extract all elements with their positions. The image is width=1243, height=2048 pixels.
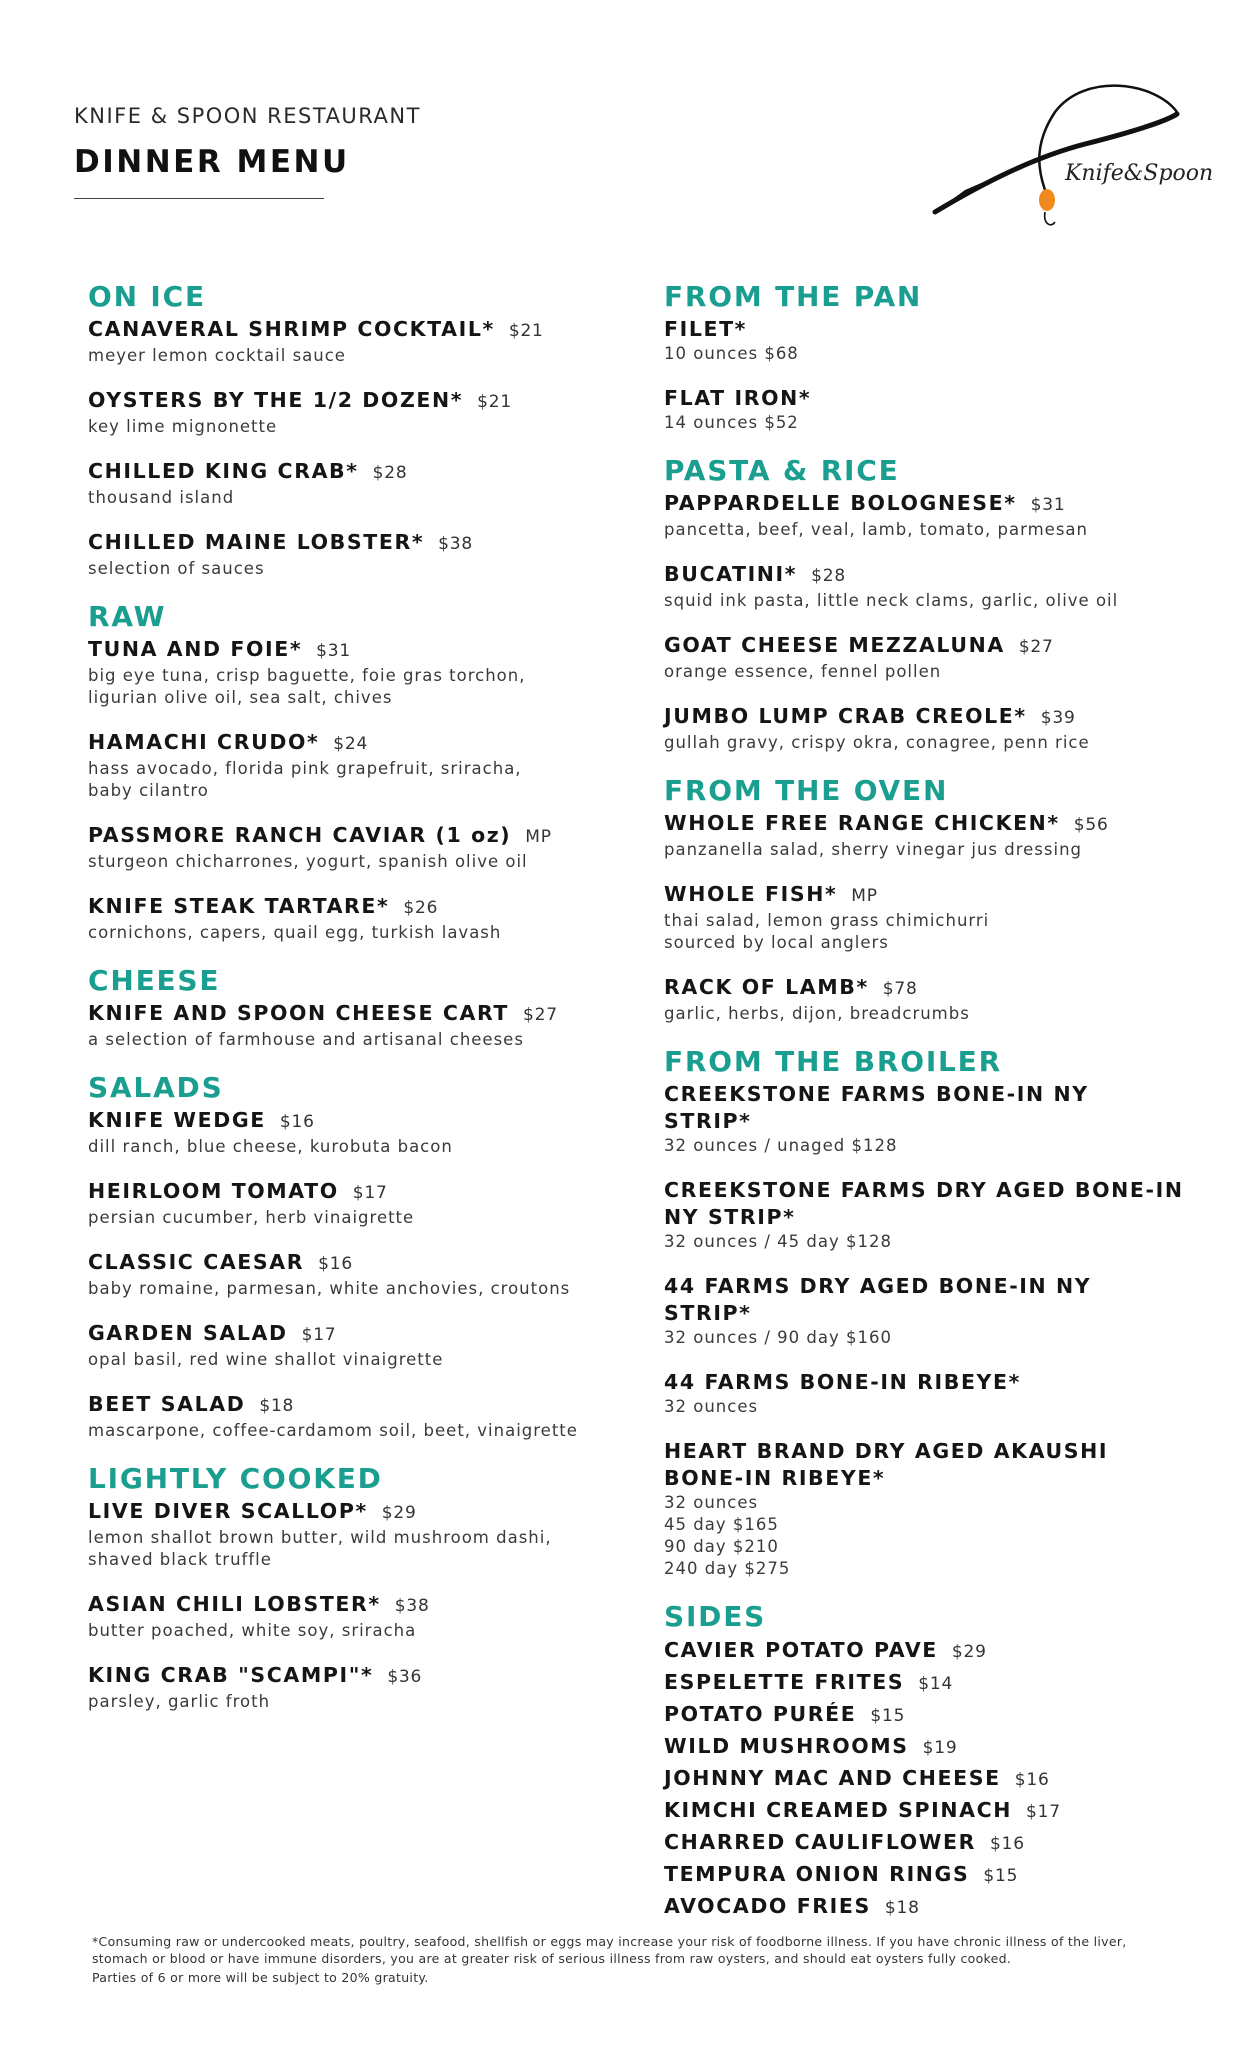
section-title: SALADS bbox=[88, 1071, 224, 1104]
item-description: baby romaine, parmesan, white anchovies, croutons bbox=[88, 1279, 571, 1298]
item-description: big eye tuna, crisp baguette, foie gras torchon, bbox=[88, 666, 526, 685]
item-description: baby cilantro bbox=[88, 781, 209, 800]
menu-item bbox=[664, 1796, 1184, 1826]
menu-section bbox=[88, 1071, 648, 1442]
item-name: CREEKSTONE FARMS DRY AGED BONE-IN NY STRIP* bbox=[664, 1178, 1184, 1229]
item-price: $31 bbox=[316, 641, 352, 661]
item-price: $27 bbox=[523, 1005, 558, 1025]
item-name: KIMCHI CREAMED SPINACH bbox=[664, 1798, 1012, 1822]
menu-item bbox=[88, 1498, 648, 1571]
menu-item bbox=[88, 1249, 648, 1300]
item-description: meyer lemon cocktail sauce bbox=[88, 346, 346, 365]
menu-section bbox=[88, 600, 648, 944]
item-name: PASSMORE RANCH CAVIAR (1 oz) bbox=[88, 823, 512, 847]
menu-column-right bbox=[664, 280, 1184, 1942]
item-price: MP bbox=[851, 886, 878, 906]
section-title: ON ICE bbox=[88, 280, 206, 313]
item-description: sturgeon chicharrones, yogurt, spanish olive oil bbox=[88, 852, 528, 871]
menu-section bbox=[664, 454, 1184, 754]
menu-item bbox=[664, 703, 1184, 754]
menu-section bbox=[88, 280, 648, 580]
menu-item bbox=[88, 729, 648, 802]
item-name: CHILLED KING CRAB* bbox=[88, 459, 359, 483]
menu-item bbox=[664, 1369, 1184, 1418]
item-price: $27 bbox=[1018, 637, 1054, 657]
item-name: HEIRLOOM TOMATO bbox=[88, 1179, 339, 1203]
item-description: 90 day $210 bbox=[664, 1537, 779, 1556]
item-description: 32 ounces / 90 day $160 bbox=[664, 1328, 892, 1347]
item-price: $36 bbox=[387, 1667, 423, 1687]
item-name: PAPPARDELLE BOLOGNESE* bbox=[664, 491, 1017, 515]
item-price: $28 bbox=[811, 566, 846, 586]
item-description: sourced by local anglers bbox=[664, 933, 889, 952]
menu-item bbox=[664, 881, 1184, 954]
knife-and-spoon-logo bbox=[925, 72, 1214, 232]
gratuity-note: Parties of 6 or more will be subject to 20% gratuity. bbox=[92, 1970, 429, 1985]
item-description: dill ranch, blue cheese, kurobuta bacon bbox=[88, 1137, 453, 1156]
item-name: HAMACHI CRUDO* bbox=[88, 730, 320, 754]
item-description: selection of sauces bbox=[88, 559, 265, 578]
menu-item bbox=[88, 1591, 648, 1642]
logo-text: Knife&Spoon bbox=[1065, 161, 1214, 186]
menu-header bbox=[74, 104, 421, 180]
item-description: ligurian olive oil, sea salt, chives bbox=[88, 688, 393, 707]
menu-item bbox=[664, 385, 1184, 434]
item-name: JOHNNY MAC AND CHEESE bbox=[664, 1766, 1001, 1790]
menu-item bbox=[664, 561, 1184, 612]
item-description: butter poached, white soy, sriracha bbox=[88, 1621, 417, 1640]
item-description: gullah gravy, crispy okra, conagree, penn rice bbox=[664, 733, 1090, 752]
item-price: $38 bbox=[438, 534, 474, 554]
disclaimer-line: stomach or blood or have immune disorders, you are at greater risk of serious illness from raw oysters, and should eat oysters fully cooked. bbox=[92, 1951, 1012, 1966]
restaurant-name: KNIFE & SPOON RESTAURANT bbox=[74, 104, 421, 128]
item-description: panzanella salad, sherry vinegar jus dressing bbox=[664, 840, 1083, 859]
section-title: CHEESE bbox=[88, 964, 221, 997]
item-name: BEET SALAD bbox=[88, 1392, 246, 1416]
item-name: WHOLE FISH* bbox=[664, 882, 838, 906]
item-name: FLAT IRON* bbox=[664, 386, 812, 410]
item-price: $31 bbox=[1030, 495, 1066, 515]
item-name: KNIFE AND SPOON CHEESE CART bbox=[88, 1001, 509, 1025]
menu-section bbox=[664, 774, 1184, 1025]
item-name: ASIAN CHILI LOBSTER* bbox=[88, 1592, 381, 1616]
menu-item bbox=[88, 1178, 648, 1229]
menu-item bbox=[664, 1828, 1184, 1858]
item-description: hass avocado, florida pink grapefruit, sriracha, bbox=[88, 759, 522, 778]
item-name: CREEKSTONE FARMS BONE-IN NY STRIP* bbox=[664, 1082, 1089, 1133]
item-price: $21 bbox=[508, 321, 544, 341]
item-name: AVOCADO FRIES bbox=[664, 1894, 871, 1918]
menu-item bbox=[88, 316, 648, 367]
menu-footnote bbox=[92, 1933, 1172, 1986]
menu-item bbox=[664, 1764, 1184, 1794]
menu-item bbox=[664, 1177, 1184, 1253]
menu-section bbox=[664, 1600, 1184, 1922]
item-name: KNIFE STEAK TARTARE* bbox=[88, 894, 390, 918]
item-description: mascarpone, coffee-cardamom soil, beet, vinaigrette bbox=[88, 1421, 578, 1440]
item-price: MP bbox=[525, 827, 552, 847]
item-name: BUCATINI* bbox=[664, 562, 798, 586]
item-description: squid ink pasta, little neck clams, garlic, olive oil bbox=[664, 591, 1119, 610]
section-title: RAW bbox=[88, 600, 167, 633]
item-description: a selection of farmhouse and artisanal cheeses bbox=[88, 1030, 524, 1049]
item-description: shaved black truffle bbox=[88, 1550, 272, 1569]
item-name: CLASSIC CAESAR bbox=[88, 1250, 305, 1274]
menu-item bbox=[88, 1320, 648, 1371]
item-price: $15 bbox=[983, 1866, 1019, 1886]
item-description: opal basil, red wine shallot vinaigrette bbox=[88, 1350, 444, 1369]
item-price: $14 bbox=[918, 1674, 954, 1694]
item-name: OYSTERS BY THE 1/2 DOZEN* bbox=[88, 388, 464, 412]
item-name: CANAVERAL SHRIMP COCKTAIL* bbox=[88, 317, 495, 341]
item-description: 14 ounces $52 bbox=[664, 413, 799, 432]
item-description: garlic, herbs, dijon, breadcrumbs bbox=[664, 1004, 970, 1023]
menu-item bbox=[664, 1892, 1184, 1922]
menu-section bbox=[664, 1045, 1184, 1580]
section-title: FROM THE BROILER bbox=[664, 1045, 1002, 1078]
item-name: TEMPURA ONION RINGS bbox=[664, 1862, 970, 1886]
item-description: 10 ounces $68 bbox=[664, 344, 799, 363]
item-name: HEART BRAND DRY AGED AKAUSHI BONE-IN RIBEYE* bbox=[664, 1439, 1109, 1490]
item-name: GARDEN SALAD bbox=[88, 1321, 288, 1345]
item-name: GOAT CHEESE MEZZALUNA bbox=[664, 633, 1005, 657]
item-description: key lime mignonette bbox=[88, 417, 278, 436]
disclaimer-line: *Consuming raw or undercooked meats, poultry, seafood, shellfish or eggs may increase your risk of foodborne illness. If you have chronic illness of the liver, bbox=[92, 1934, 1127, 1949]
item-description: pancetta, beef, veal, lamb, tomato, parmesan bbox=[664, 520, 1088, 539]
menu-item bbox=[664, 974, 1184, 1025]
item-price: $16 bbox=[989, 1834, 1025, 1854]
item-description: 32 ounces bbox=[664, 1493, 759, 1512]
item-price: $29 bbox=[951, 1642, 987, 1662]
item-description: 32 ounces / unaged $128 bbox=[664, 1136, 898, 1155]
menu-item bbox=[88, 822, 648, 873]
section-title: SIDES bbox=[664, 1600, 767, 1633]
item-price: $19 bbox=[922, 1738, 958, 1758]
menu-item bbox=[88, 1391, 648, 1442]
item-name: CHARRED CAULIFLOWER bbox=[664, 1830, 976, 1854]
menu-item bbox=[664, 490, 1184, 541]
item-name: WHOLE FREE RANGE CHICKEN* bbox=[664, 811, 1060, 835]
item-price: $38 bbox=[394, 1596, 430, 1616]
menu-item bbox=[88, 387, 648, 438]
item-description: thai salad, lemon grass chimichurri bbox=[664, 911, 990, 930]
item-description: persian cucumber, herb vinaigrette bbox=[88, 1208, 415, 1227]
item-description: thousand island bbox=[88, 488, 235, 507]
menu-item bbox=[664, 1636, 1184, 1666]
item-name: RACK OF LAMB* bbox=[664, 975, 869, 999]
item-price: $17 bbox=[1025, 1802, 1061, 1822]
item-description: 32 ounces bbox=[664, 1397, 759, 1416]
item-name: CAVIER POTATO PAVE bbox=[664, 1638, 938, 1662]
item-price: $39 bbox=[1040, 708, 1076, 728]
menu-item bbox=[88, 529, 648, 580]
item-name: 44 FARMS BONE-IN RIBEYE* bbox=[664, 1370, 1021, 1394]
item-name: LIVE DIVER SCALLOP* bbox=[88, 1499, 368, 1523]
menu-section bbox=[664, 280, 1184, 434]
menu-section bbox=[88, 1462, 648, 1713]
menu-item bbox=[88, 1662, 648, 1713]
menu-item bbox=[88, 1107, 648, 1158]
section-title: FROM THE OVEN bbox=[664, 774, 949, 807]
item-price: $78 bbox=[882, 979, 918, 999]
item-name: KNIFE WEDGE bbox=[88, 1108, 266, 1132]
menu-item bbox=[664, 632, 1184, 683]
item-price: $28 bbox=[372, 463, 408, 483]
section-title: FROM THE PAN bbox=[664, 280, 923, 313]
item-price: $21 bbox=[477, 392, 512, 412]
item-price: $26 bbox=[403, 898, 439, 918]
menu-item bbox=[664, 1860, 1184, 1890]
item-name: FILET* bbox=[664, 317, 748, 341]
item-name: ESPELETTE FRITES bbox=[664, 1670, 905, 1694]
item-description: lemon shallot brown butter, wild mushroom dashi, bbox=[88, 1528, 552, 1547]
menu-item bbox=[664, 1081, 1184, 1157]
menu-item bbox=[664, 1732, 1184, 1762]
item-description: orange essence, fennel pollen bbox=[664, 662, 942, 681]
item-description: parsley, garlic froth bbox=[88, 1692, 271, 1711]
item-description: 240 day $275 bbox=[664, 1559, 791, 1578]
menu-item bbox=[664, 1668, 1184, 1698]
item-description: 32 ounces / 45 day $128 bbox=[664, 1232, 892, 1251]
item-price: $17 bbox=[352, 1183, 388, 1203]
item-name: KING CRAB "SCAMPI"* bbox=[88, 1663, 374, 1687]
menu-item bbox=[664, 1700, 1184, 1730]
item-price: $18 bbox=[259, 1396, 295, 1416]
menu-item bbox=[664, 810, 1184, 861]
menu-item bbox=[88, 893, 648, 944]
item-description: 45 day $165 bbox=[664, 1515, 779, 1534]
menu-item bbox=[88, 458, 648, 509]
menu-item bbox=[88, 1000, 648, 1051]
page-title: DINNER MENU bbox=[74, 144, 350, 180]
item-name: 44 FARMS DRY AGED BONE-IN NY STRIP* bbox=[664, 1274, 1092, 1325]
item-price: $56 bbox=[1073, 815, 1109, 835]
item-price: $16 bbox=[279, 1112, 315, 1132]
item-name: POTATO PURÉE bbox=[664, 1702, 857, 1726]
item-price: $16 bbox=[318, 1254, 353, 1274]
menu-section bbox=[88, 964, 648, 1051]
menu-item bbox=[664, 316, 1184, 365]
item-name: JUMBO LUMP CRAB CREOLE* bbox=[664, 704, 1027, 728]
item-price: $16 bbox=[1014, 1770, 1050, 1790]
menu-column-left bbox=[88, 280, 648, 1733]
section-title: LIGHTLY COOKED bbox=[88, 1462, 383, 1495]
item-price: $15 bbox=[870, 1706, 906, 1726]
item-name: TUNA AND FOIE* bbox=[88, 637, 303, 661]
menu-item bbox=[88, 636, 648, 709]
bobber-icon bbox=[1039, 189, 1055, 211]
menu-item bbox=[664, 1273, 1184, 1349]
item-price: $24 bbox=[333, 734, 369, 754]
item-description: cornichons, capers, quail egg, turkish lavash bbox=[88, 923, 502, 942]
header-divider bbox=[74, 198, 324, 199]
item-price: $18 bbox=[884, 1898, 920, 1918]
section-title: PASTA & RICE bbox=[664, 454, 900, 487]
item-price: $29 bbox=[381, 1503, 417, 1523]
menu-item bbox=[664, 1438, 1184, 1580]
item-name: WILD MUSHROOMS bbox=[664, 1734, 909, 1758]
item-price: $17 bbox=[301, 1325, 337, 1345]
item-name: CHILLED MAINE LOBSTER* bbox=[88, 530, 425, 554]
